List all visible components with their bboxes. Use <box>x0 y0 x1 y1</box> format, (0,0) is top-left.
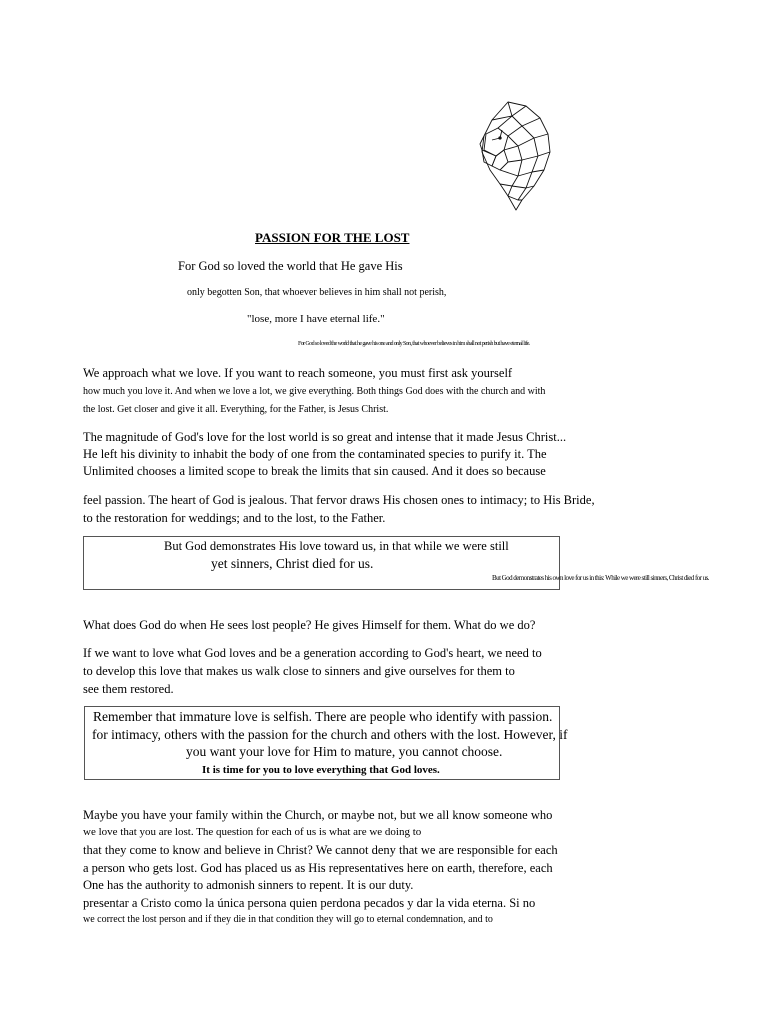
paragraph-1-line-1: We approach what we love. If you want to reach someone, you must first ask yourself <box>83 366 513 380</box>
paragraph-3-line-1: feel passion. The heart of God is jealous. That fervor draws His chosen ones to intimacy; to His Bride, <box>83 493 595 507</box>
quote-box-1-line-2: yet sinners, Christ died for us. <box>211 556 374 571</box>
paragraph-5-line-3: see them restored. <box>83 682 174 696</box>
paragraph-2-line-1: The magnitude of God's love for the lost world is so great and intense that it made Jesus Christ... <box>83 430 567 444</box>
quote-box-2-line-1: Remember that immature love is selfish. There are people who identify with passion. <box>93 709 553 724</box>
paragraph-4: What does God do when He sees lost people? He gives Himself for them. What do we do? <box>83 618 536 632</box>
paragraph-6-line-1: Maybe you have your family within the Church, or maybe not, but we all know someone who <box>83 808 553 822</box>
verse-line-2: only begotten Son, that whoever believes in him shall not perish, <box>187 287 447 298</box>
document-title: PASSION FOR THE LOST <box>255 230 410 245</box>
quote-box-2-line-2: for intimacy, others with the passion for the church and others with the lost. However, if <box>92 727 568 742</box>
paragraph-5-line-1: If we want to love what God loves and be a generation according to God's heart, we need to <box>83 646 542 660</box>
paragraph-6-line-4: a person who gets lost. God has placed us as His representatives here on earth, therefore, each <box>83 861 553 875</box>
paragraph-3-line-2: to the restoration for weddings; and to the lost, to the Father. <box>83 511 386 525</box>
lion-head-illustration <box>478 100 554 212</box>
paragraph-2-line-3: Unlimited chooses a limited scope to break the limits that sin caused. And it does so because <box>83 464 546 478</box>
paragraph-5-line-2: to develop this love that makes us walk close to sinners and give ourselves for them to <box>83 664 515 678</box>
verse-line-3: "lose, more I have eternal life." <box>247 313 385 325</box>
quote-box-1-reference-tiny: But God demonstrates his own love for us in this: While we were still sinners, Christ died for us. <box>492 574 709 582</box>
paragraph-2-line-2: He left his divinity to inhabit the body of one from the contaminated species to purify it. The <box>83 447 547 461</box>
quote-box-1-line-1: But God demonstrates His love toward us, in that while we were still <box>164 539 509 553</box>
verse-line-1: For God so loved the world that He gave His <box>178 259 403 273</box>
paragraph-1-line-3: the lost. Get closer and give it all. Everything, for the Father, is Jesus Christ. <box>83 404 389 415</box>
paragraph-6-line-5: One has the authority to admonish sinners to repent. It is our duty. <box>83 878 414 892</box>
quote-box-2-line-4: It is time for you to love everything that God loves. <box>202 764 440 776</box>
paragraph-1-line-2: how much you love it. And when we love a lot, we give everything. Both things God does with the church and with <box>83 386 546 397</box>
paragraph-6-line-6: presentar a Cristo como la única persona quien perdona pecados y dar la vida eterna. Si no <box>83 896 536 910</box>
verse-reference-tiny: For God so loved the world that he gave his one and only Son, that whoever believes in him shall not perish but have eternal life. <box>298 341 530 347</box>
quote-box-2-line-3: you want your love for Him to mature, you cannot choose. <box>186 744 503 759</box>
paragraph-6-line-7: we correct the lost person and if they die in that condition they will go to eternal condemnation, and to <box>83 914 493 925</box>
paragraph-6-line-3: that they come to know and believe in Christ? We cannot deny that we are responsible for each <box>83 843 558 857</box>
paragraph-6-line-2: we love that you are lost. The question for each of us is what are we doing to <box>83 826 422 838</box>
